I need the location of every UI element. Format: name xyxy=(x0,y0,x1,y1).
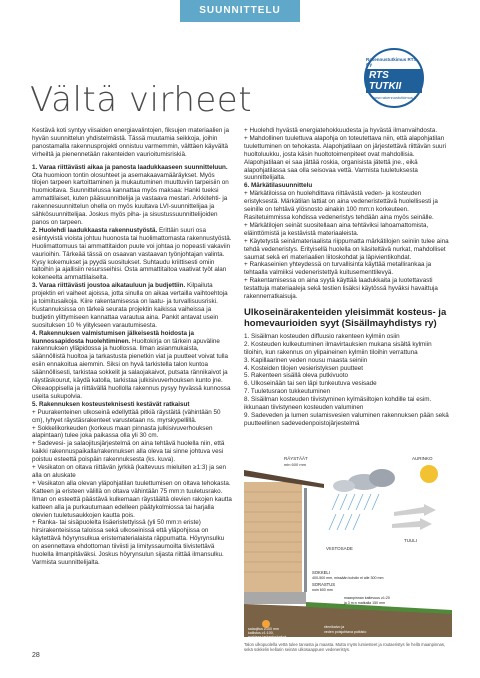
eaves-label: RÄYSTÄÄT xyxy=(284,456,308,461)
slope-label-2: ja 3 m:n matkalla 150 mm xyxy=(344,601,386,605)
eaves-min-label: min 600 mm xyxy=(284,462,307,467)
plinth xyxy=(244,592,306,604)
wetroom-bullet: + Rakentamisessa on aina syytä käyttää laadukkaita ja luotettavasti testattuja materiaaleja sekä testien lisäksi käytössä hyväksi havaittuja rakennerratkaisuja. xyxy=(244,277,452,301)
cause-item: 7. Tuuletusraon tukkeutuminen xyxy=(244,388,331,396)
badge-top-text: Rakennustutkimus RTS Oy xyxy=(366,56,417,67)
advice-item xyxy=(32,330,232,401)
downpipe xyxy=(304,488,307,592)
drain-pipe-label-2: kallistus ≥1:100, xyxy=(248,631,274,635)
moisture-bullet: + Sokkelikorkeuden (korkeus maan pinnasta julkisivuverhouksen alapintaan) tulee joka paikassa olla yli 30 cm. xyxy=(32,425,232,441)
advice-item-text: Kilpailuta projektin eri vaiheet ajoissa, jotta sinulla on aikaa vertailla vaihtoehtoja ja toimitusaikoja. Kiire rakentamisessa on laatu- ja turvallisuusriski. Kustannuksissa on tärkeä seurata projektin kaikissa vaiheissa ja budjetin ylittymiseen kannattaa varautua aina. Pankit antavat usein suosituksen 10 % ylitykseen varautumisesta. xyxy=(32,282,228,329)
badge-bottom-text: www.rakennustutkimus.fi xyxy=(371,94,416,100)
moisture-bullet: + Puurakenteinen ulkoseinä edellyttää pitkiä räystäitä (vähintään 50 cm), lyhyet räystäsrakenteet varustetaan ns. myrskypellillä. xyxy=(32,409,232,425)
gutter-label-2: veden poisjohtava putkisto xyxy=(324,630,367,634)
house-wall xyxy=(244,482,302,592)
advice-item-title: 3. Varaa riittävästi joustoa aikatauluun ja budjettiin. xyxy=(32,282,186,290)
advice-item xyxy=(32,401,232,409)
house-moisture-diagram xyxy=(244,452,452,637)
cause-item: 6. Ulkoseinään tai sen läpi tunkeutuva vesisade xyxy=(244,380,377,388)
section-tab: SUUNNITTELU xyxy=(180,0,300,22)
right-bullet: + Huolehdi hyvästä energiatehokkuudesta ja hyvästä ilmanvaihdosta. xyxy=(244,127,452,135)
drain-pipe-label-3: nurkissa tarkastuskaivot xyxy=(248,635,287,637)
wind-label: TUULI xyxy=(404,538,418,543)
advice-item xyxy=(32,164,232,227)
wetroom-bullet: + Märkätiloissa on huolehdittava riittävästä veden- ja kosteuden eristyksestä. Märkätilan lattiat on aina vedeneristettävä huolellisesti ja seinille on tehtävä ylösnosto ainakin 100 mm:n korkeuteen. Rasitetuimmissa kohdissa vedeneristys tehdään aina myös seinälle. xyxy=(244,190,452,222)
causes-heading: Ulkoseinärakenteiden yleisimmät kosteus- ja homevaurioiden syyt (Sisäilmayhdistys ry) xyxy=(244,306,447,329)
wetroom-bullet: + Rankaseinien yhteydessä on turvallisinta käyttää metallirankaa ja tehtaalla valmiiksi vedeneristettyä kuitusementtilevyä. xyxy=(244,261,452,277)
page-number: 28 xyxy=(32,652,40,659)
gravel-dim-label: noin 600 mm xyxy=(312,588,333,592)
wetroom-title: 6. Märkätilasuunnittelu xyxy=(244,182,313,190)
advice-item xyxy=(32,227,232,282)
cause-item: 2. Kosteuden kulkeutuminen ilmavirtauksien mukana sisältä kylmiin tiloihin, kun rakennus on ylipaineinen kylmiin tiloihin verrattuna xyxy=(244,340,432,356)
advice-item-title: 1. Varaa riittävästi aikaa ja panosta laadukkaaseen suunnitteluun. xyxy=(32,163,228,171)
gutter-label: rännikaivo ja xyxy=(324,625,345,629)
rain-label: VIISTOSADE xyxy=(326,546,353,551)
cloud-icon xyxy=(333,480,355,492)
wetroom-bullet: + Käytetystä seinämateriaalista riippumatta märkätilojen seiniin tulee aina tehdä vedeneristys. Erityisellä huolella on käsiteltävä nurkat, mahdolliset saumat sekä eri materiaalien liitoskohdat ja läpivientikohdat. xyxy=(244,238,452,262)
left-column xyxy=(32,127,232,567)
cause-item: 4. Kosteiden tilojen vesieristyksen puutteet xyxy=(244,364,364,372)
drain-pipe-label: salaojitus ≥100 mm xyxy=(248,627,279,631)
cause-item: 5. Rakenteen sisällä oleva putkivuoto xyxy=(244,372,348,380)
badge-main-text: RTS TUTKII xyxy=(366,69,422,93)
advice-item-text: Erittäin suuri osa esiintyvistä vioista johtuu huonosta tai huolimattomasta rakennustyöstä. Huolimattomuus tai ammattitaidon puute voi johtaa jo nopeasti vakaviin vaurioihin. Tärkeää tässä on osaavan vastaavan työnjohtajan valinta. Kysy kokemukset ja pyydä suositukset. Suhtaudu kriittisesti omiin taitoihin ja ajallisiin resursseihisi. Osta ammattitaitoa vaativat työt alan kokeneelta ammattilaiselta. xyxy=(32,226,232,282)
plinth-label: SOKKELI xyxy=(312,570,330,575)
rts-badge xyxy=(364,48,424,108)
wetroom-bullet: + Märkätilojen seinät suositellaan aina tehtäviksi lahoamattomista, eläinttömistä ja kestävistä materiaaleista. xyxy=(244,222,452,238)
page-title: Vältä virheet xyxy=(30,80,253,120)
advice-list xyxy=(32,164,232,567)
cause-item: 3. Kapillaarinen veden nousu maasta seiniin xyxy=(244,356,368,364)
moisture-bullet: + Vesikaton on oltava riittävän jyrkkä (kaltevuus mieluiten ≥1:3) ja sen alla on aluskate xyxy=(32,464,232,480)
sun-label: AURINKO xyxy=(412,456,433,461)
cloud-icon xyxy=(369,469,395,487)
moisture-bullet: + Sadevesi- ja salaojitusjärjestelmä on aina tehtävä huolella niin, että kaikki rakennuspaikalla/rakennuksen alla oleva tai sinne johtuva vesi poistuu esteettä poispäin rakennuksesta (ks. kuva). xyxy=(32,440,232,464)
cause-item: 9. Sadeveden ja lumen sulamisvesien valuminen rakennuksen pään sekä puutteellinen sadevedenpoistojärjestelmä xyxy=(244,412,449,427)
sun-icon xyxy=(420,465,438,483)
advice-item-title: 5. Rakennuksen kosteusteknisesti kestävät ratkaisut xyxy=(32,400,190,408)
cause-item: 1. Sisäilman kosteuden diffuusio rakenteen kylmiin osiin xyxy=(244,332,400,340)
right-column xyxy=(244,127,452,428)
diagram-caption: Talon ulkopuolella vettä tulee tarvasta ja maasta. Mutta myös lumiesteet ja routaeristys lie hellä maanpinnas, sekä sokkelin kellarin seinän ulkosaappuen vedeneristys. xyxy=(244,642,446,652)
advice-item-text: Ota huomioon tontin olosuhteet ja asemakaavamääräykset. Myös tilojen tarpeen kartoittaminen ja mukautuminen muuttuviin tarpeisiin on huomioitava. Suunnittelussa kannattaa myös maksaa: Hanki tueksi ammattilaiset, kuten pääsuunnittelija ja vastaava mestari. Arkkitehti- ja rakennesuunnittelun ohella on myös kuultava LVI-suunnittelijaa ja sähkösuunnittelijaa. Joskus myös piha- ja sisustussuunnittelijoiden panos on tarpeen. xyxy=(32,171,229,226)
advice-item xyxy=(32,282,232,329)
cause-item: 8. Sisäilman kosteuden tiivistyminen kylmäsiltojen kohdille tai esim. ikkunaan tiivistyneen kosteuden valuminen xyxy=(244,396,432,412)
intro-paragraph: Kestävä koti syntyy viisaiden energiavalintojen, fiksujen materiaalien ja hyvän suunnittelun yhdistelmästä. Tässä muutamia seikkoja, joihin panostamalla rakennusprojekti onnistuu varmemmin, välttäen käyvältä virheiltä ja pienennetään rakenteiden vaurioitumisriskiä. xyxy=(32,127,230,158)
moisture-bullet: + Ranka- tai sisäpuolelta lisäeristettyissä (yli 50 mm:n eriste) hirsirakenteisissa taloissa sekä ulkoseinissä että yläpohjissa on käytettävä höyrynsulkua eristematerialaista räppumatta. Höyrynsulku on asennettava ehdottoman tiiviisti ja limityssaumoilta tiivistettävä huolella ilmanpitäväksi. Joskus höyrynsulun sijasta riittää ilmansulku. Varmista suunnittelijalta. xyxy=(32,519,232,566)
advice-item-title: 4. Rakennuksen valmistumisen jälkeisestä hoidosta ja kunnossapidosta huolehtiminen. xyxy=(32,329,195,345)
advice-item-title: 2. Huolehdi laadukkaasta rakennustyöstä. xyxy=(32,226,158,234)
plinth-dim-label: 400-500 mm, missään kohdin ei alle 300 mm xyxy=(312,576,384,580)
moisture-bullet: + Vesikaton alla olevan yläpohjatilan tuulettumisen on oltava tehokasta. Katteen ja eristeen välillä on oltava vähintään 75 mm:n tuuletusrako. Ilman on esteettä päästävä kulkemaan räystäältä olevien rakojen kautta katteen alla ja purkautumaan edelleen päätykolmiossa tai harjalla olevien tuuletusaukkojen kautta pois. xyxy=(32,480,232,520)
advice-item-text: Huoltokirja on tärkein apuväline rakennuksen ylläpidossa ja huollossa. Ilman asianmukaista, säännöllistä huoltoa ja tarkastusta pienetkin viat ja puutteet voivat tulla esiin ennakoitua aiemmin. Siksi on hyvä tarkistella talon kuntoa säännöllisesti, tarkistaa sokkelit ja salaojakaivot, putsata rännikaivot ja räystäskourut, käydä katolla, tarkistaa julkisivuverhouksen kunto jne. Oikeaoppisella ja riittävällä huollolla rakennus pysyy hyvässä kunnossa useita sukupolvia. xyxy=(32,337,231,400)
slope-label: maanpinnan kaltevuus ≥1:20 xyxy=(344,596,390,600)
gravel-label: SORASTUS xyxy=(312,582,336,587)
right-bullet: + Mahdollinen tuulettuva alapohja on toteutettava niin, että alapohjatilan tuulettuminen on tehokasta. Alapohjatilaan on järjestettävä riittävän suuri huoltoluukku, josta käsin huoltotoimenpiteet ovat mahdollisia. Alapohjatilaan ei saa jättää roskia, organisista jätettä jne., eikä alapohjatilassa saa olla seisovaa vettä. Varmista tuuletuksesta suunnittelijalta. xyxy=(244,135,452,182)
